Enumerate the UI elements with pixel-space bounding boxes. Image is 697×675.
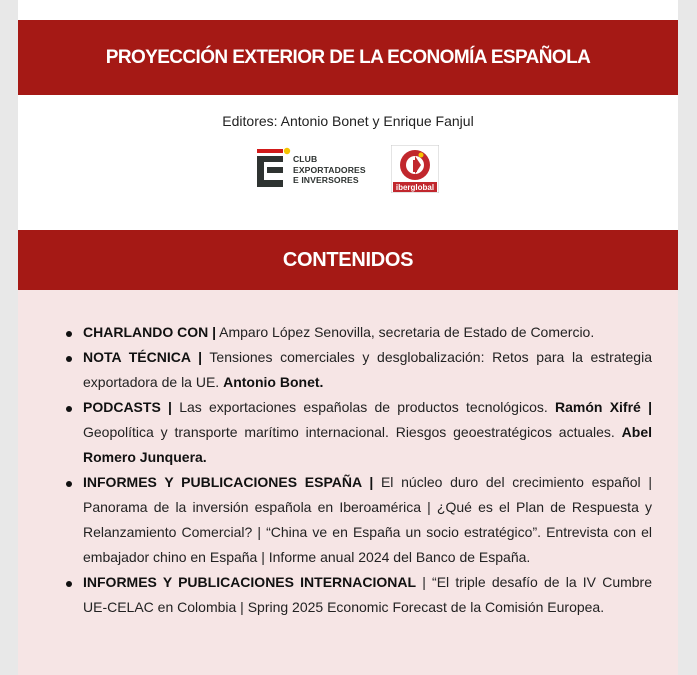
list-item	[66, 395, 652, 470]
item-author-2: Abel Romero Junquera.	[83, 424, 652, 465]
item-text: Amparo López Senovilla, secretaria de Estado de Comercio.	[216, 324, 595, 340]
club-logo-text: CLUB EXPORTADORES E INVERSORES	[293, 154, 366, 185]
item-heading: INFORMES Y PUBLICACIONES INTERNACIONAL	[83, 574, 417, 590]
editors-line: Editores: Antonio Bonet y Enrique Fanjul	[222, 113, 474, 129]
iberglobal-logo[interactable]	[391, 145, 439, 193]
item-author: Antonio Bonet.	[223, 374, 324, 390]
item-text: | “El triple desafío de la IV Cumbre UE-CELAC en Colombia | Spring 2025 Economic Forecast de la Comisión Europea.	[83, 574, 652, 615]
item-heading: CHARLANDO CON |	[83, 324, 217, 340]
bullet-icon	[66, 581, 72, 587]
newsletter-body	[18, 0, 678, 675]
item-heading: INFORMES Y PUBLICACIONES ESPAÑA |	[83, 474, 374, 490]
item-heading: PODCASTS |	[83, 399, 172, 415]
bullet-icon	[66, 356, 72, 362]
item-author: Ramón Xifré	[555, 399, 641, 415]
header-banner	[18, 20, 678, 95]
bullet-icon	[66, 331, 72, 337]
item-text: Las exportaciones españolas de productos tecnológicos.	[171, 399, 555, 415]
item-text: El núcleo duro del crecimiento español | Panorama de la inversión española en Iberoamérica | ¿Qué es el Plan de Respuesta y Relanzamiento Comercial? | “China ve en España un socio estratégico”. Entrevista con el embajador chino en España | Informe anual 2024 del Banco de España.	[83, 474, 652, 565]
page-title: PROYECCIÓN EXTERIOR DE LA ECONOMÍA ESPAÑOLA	[105, 47, 591, 68]
contents-list	[66, 320, 652, 620]
item-text-2: Geopolítica y transporte marítimo internacional. Riesgos geoestratégicos actuales.	[83, 424, 622, 440]
item-heading: NOTA TÉCNICA |	[83, 349, 203, 365]
list-item	[66, 345, 652, 395]
contents-title: CONTENIDOS	[282, 249, 414, 271]
club-e-logo-icon	[255, 146, 291, 190]
item-separator: |	[640, 399, 652, 415]
contents-section	[18, 290, 678, 675]
bullet-icon	[66, 406, 72, 412]
logos-row	[18, 144, 678, 194]
contents-banner	[18, 230, 678, 290]
list-item	[66, 470, 652, 570]
item-text: Tensiones comerciales y desglobalización: Retos para la estrategia exportadora de la UE.	[83, 349, 652, 390]
iberglobal-logo-text: iberglobal	[395, 183, 435, 192]
bullet-icon	[66, 481, 72, 487]
list-item	[66, 570, 652, 620]
club-exportadores-logo[interactable]	[255, 144, 385, 194]
list-item	[66, 320, 652, 345]
